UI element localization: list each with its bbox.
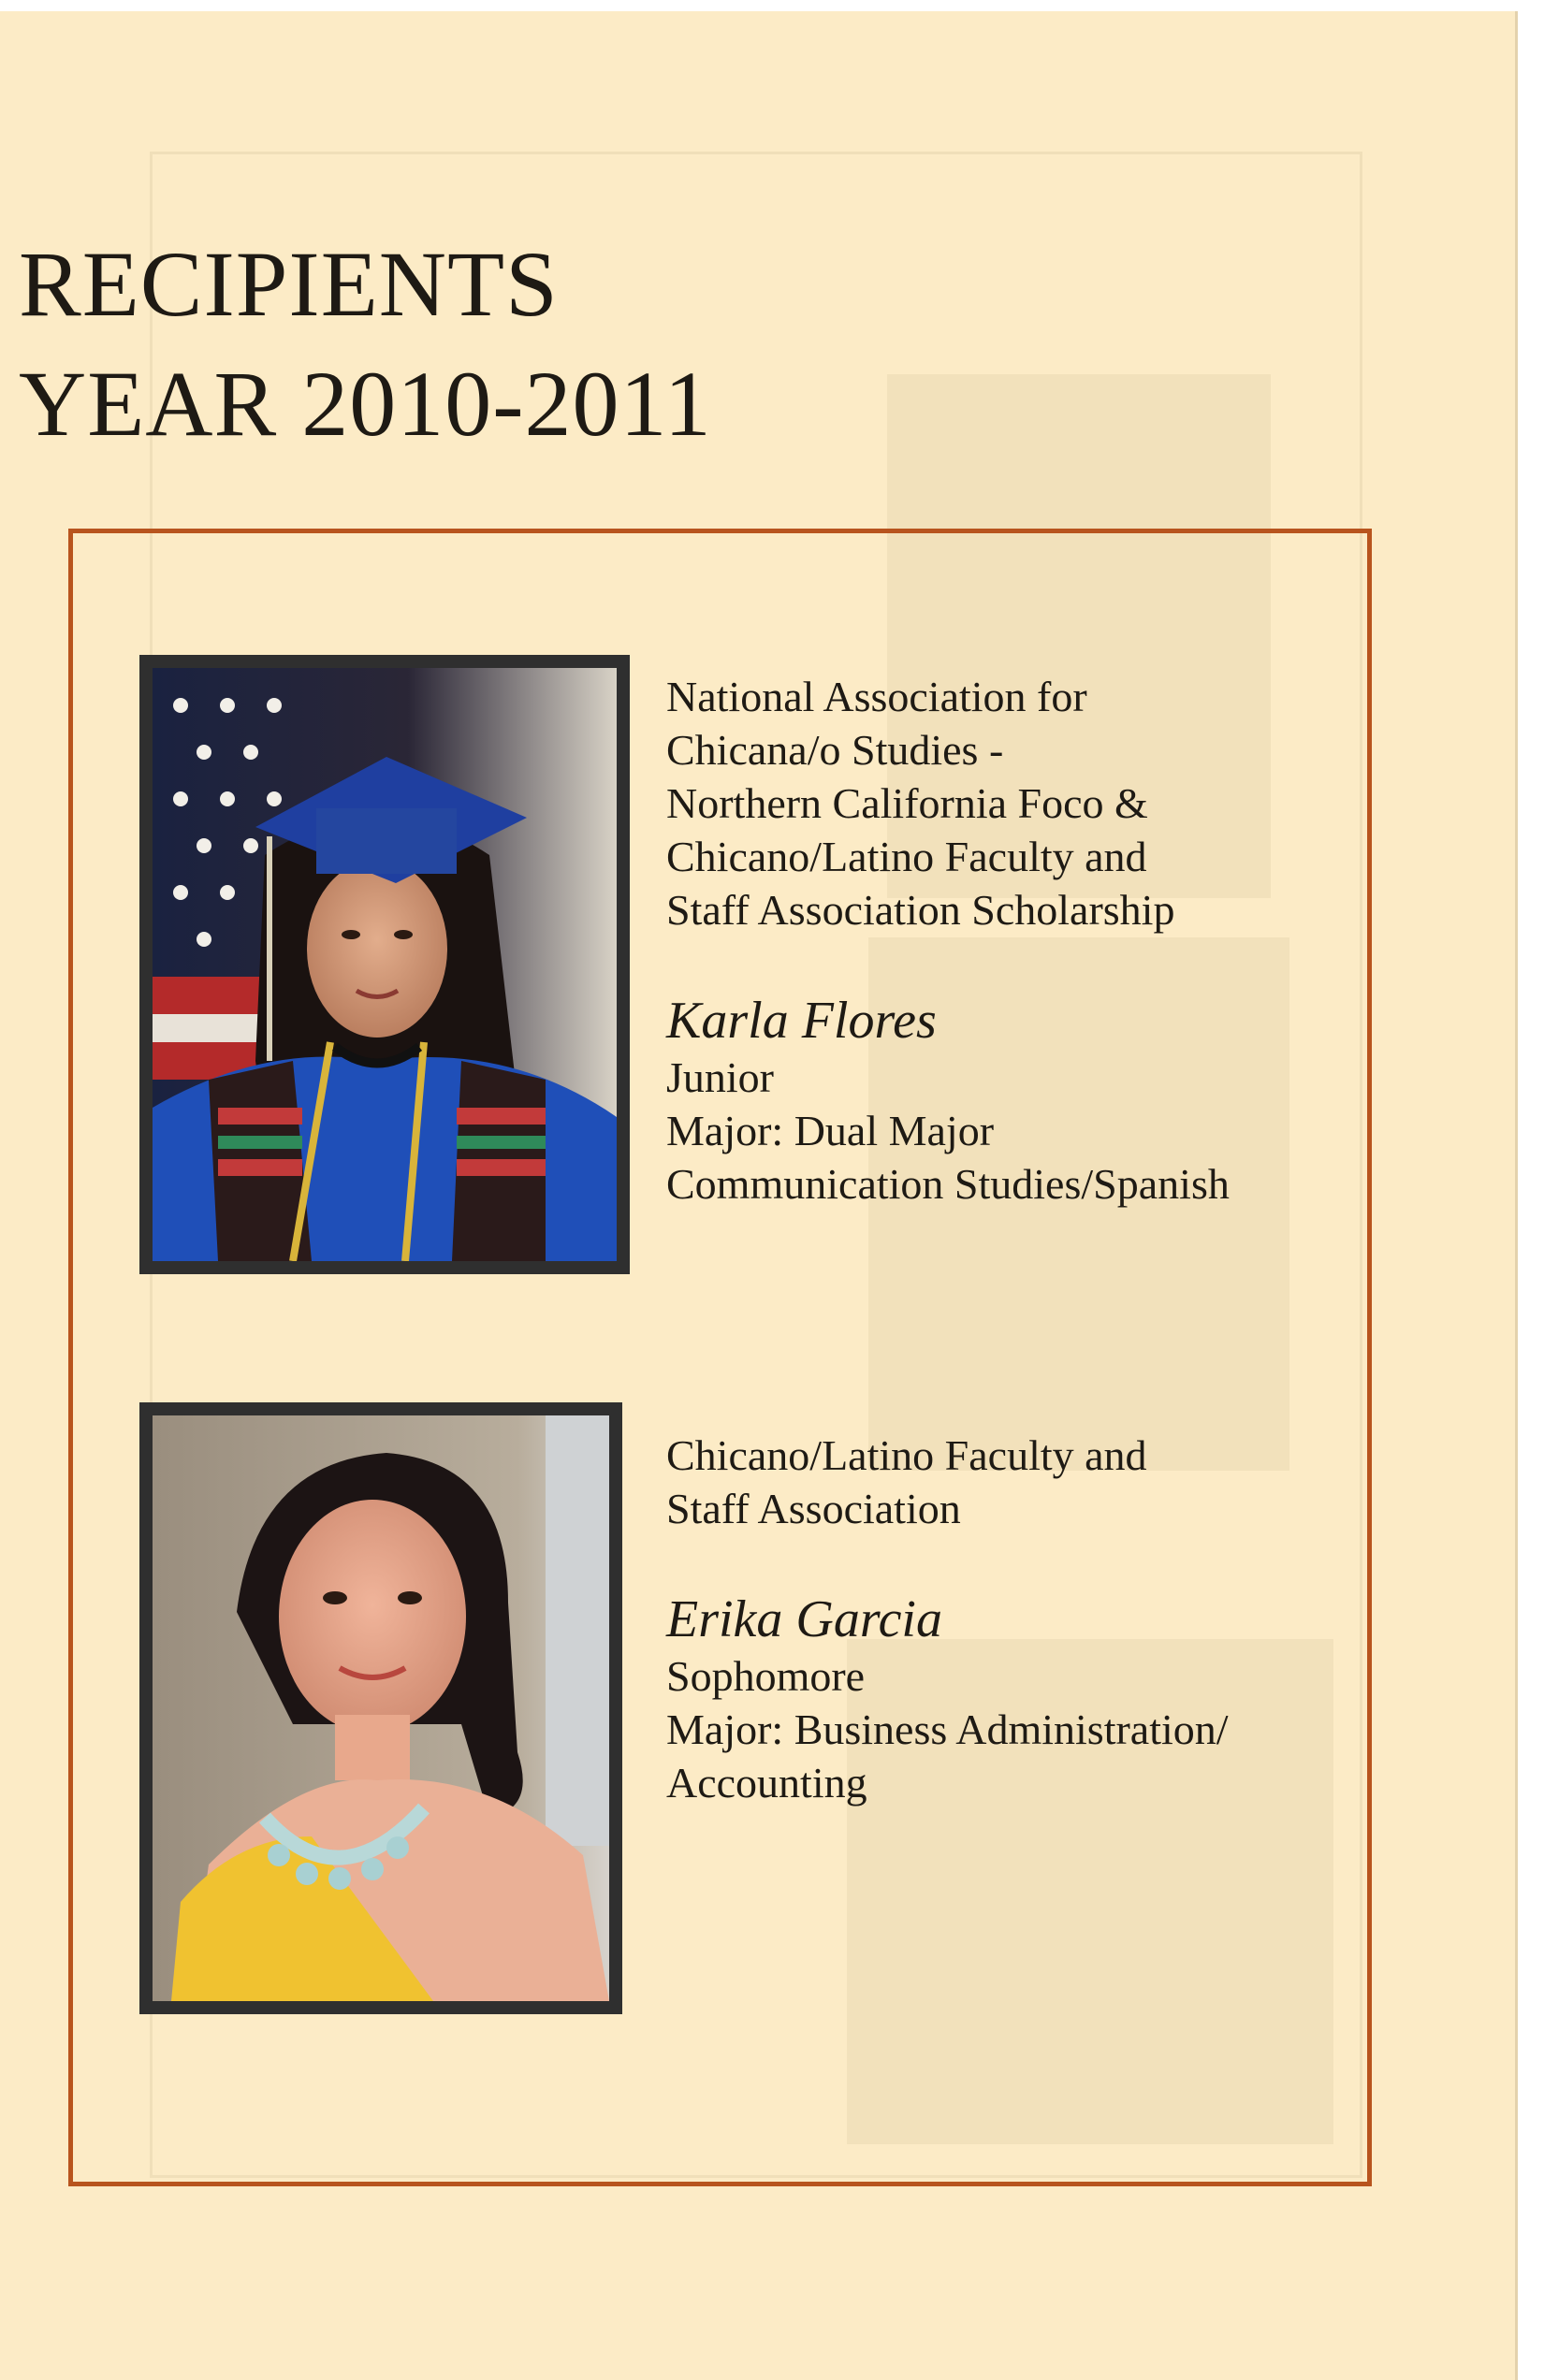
- page-title-line-1: RECIPIENTS: [19, 232, 559, 336]
- scholarship-title: [666, 1429, 1340, 1535]
- page-title: [19, 225, 712, 464]
- scholarship-title-line: Staff Association Scholarship: [666, 886, 1175, 934]
- recipient-entry-2: [666, 1429, 1340, 1809]
- recipient-details: [666, 1649, 1340, 1809]
- scholarship-title-line: Staff Association: [666, 1485, 961, 1532]
- recipient-details: [666, 1051, 1340, 1211]
- major-line: Accounting: [666, 1759, 867, 1807]
- scholarship-title: [666, 670, 1340, 936]
- scholarship-title-line: Chicano/Latino Faculty and: [666, 1431, 1147, 1479]
- recipient-name: Karla Flores: [666, 992, 937, 1050]
- scholarship-title-line: Northern California Foco &: [666, 779, 1148, 827]
- scholarship-title-line: Chicano/Latino Faculty and: [666, 833, 1147, 880]
- graduation-portrait-photo: [153, 668, 617, 1261]
- recipient-photo-karla-flores: [139, 655, 630, 1274]
- recipient-photo-erika-garcia: [139, 1402, 622, 2014]
- class-year: Junior: [666, 1053, 774, 1101]
- scholarship-title-line: National Association for: [666, 673, 1087, 720]
- major-line: Major: Business Administration/: [666, 1705, 1229, 1753]
- recipient-name: Erika Garcia: [666, 1590, 942, 1648]
- recipient-entry-1: [666, 670, 1340, 1211]
- class-year: Sophomore: [666, 1652, 866, 1700]
- program-page: [0, 11, 1518, 2380]
- major-line: Communication Studies/Spanish: [666, 1160, 1230, 1208]
- page-title-line-2: YEAR 2010-2011: [19, 352, 712, 456]
- portrait-photo: [153, 1415, 609, 2001]
- major-line: Major: Dual Major: [666, 1107, 995, 1154]
- scholarship-title-line: Chicana/o Studies -: [666, 726, 1004, 774]
